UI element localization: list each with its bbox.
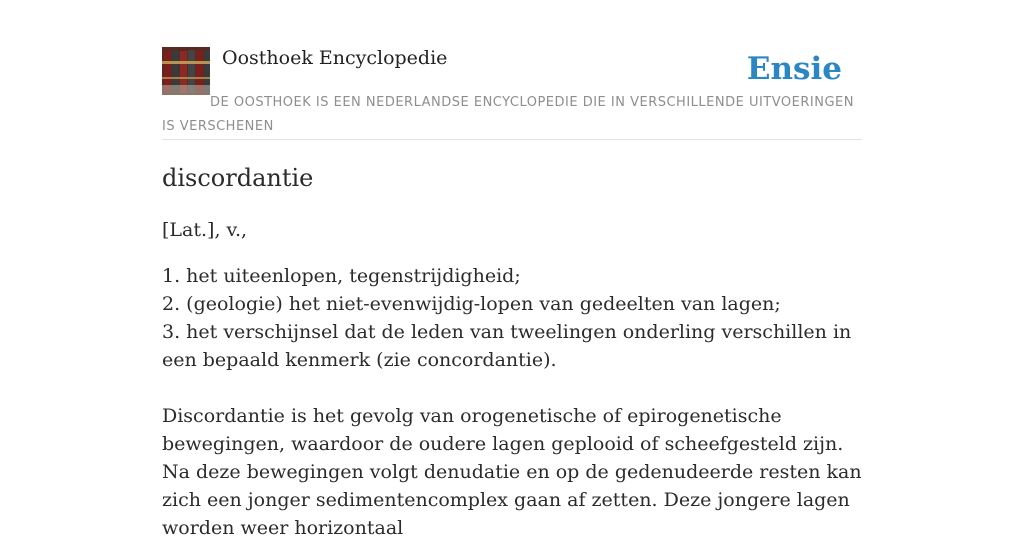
definition-item: 1. het uiteenlopen, tegenstrijdigheid; [162,265,521,287]
site-name[interactable]: Oosthoek Encyclopedie [222,47,448,69]
grammar-info: [Lat.], v., [162,219,248,241]
definition-item: 2. (geologie) het niet-evenwijdig-lopen van gedeelten van lagen; [162,293,781,315]
definition-item: 3. het verschijnsel dat de leden van tweelingen onderling verschillen in een bepaald kenmerk (zie concordantie). [162,321,852,371]
site-tagline: DE OOSTHOEK IS EEN NEDERLANDSE ENCYCLOPEDIE DIE IN VERSCHILLENDE UITVOERINGEN IS VERSCHENEN [162,95,854,134]
article-explanation: Discordantie is het gevolg van orogenetische of epirogenetische bewegingen, waardoor de oudere lagen geplooid of scheefgesteld zijn. Na deze bewegingen volgt denudatie en op de gedenudeerde resten kan zich een jonger sedimentencomplex gaan af zetten. Deze jongere lagen worden weer horizontaal [162,405,862,539]
book-spines-icon [162,47,210,95]
site-avatar[interactable] [162,47,210,95]
definition-list [162,262,862,374]
header-divider [162,139,862,140]
article [162,160,862,542]
article-title: discordantie [162,164,314,192]
brand-logo-link[interactable]: Ensie [746,51,842,87]
